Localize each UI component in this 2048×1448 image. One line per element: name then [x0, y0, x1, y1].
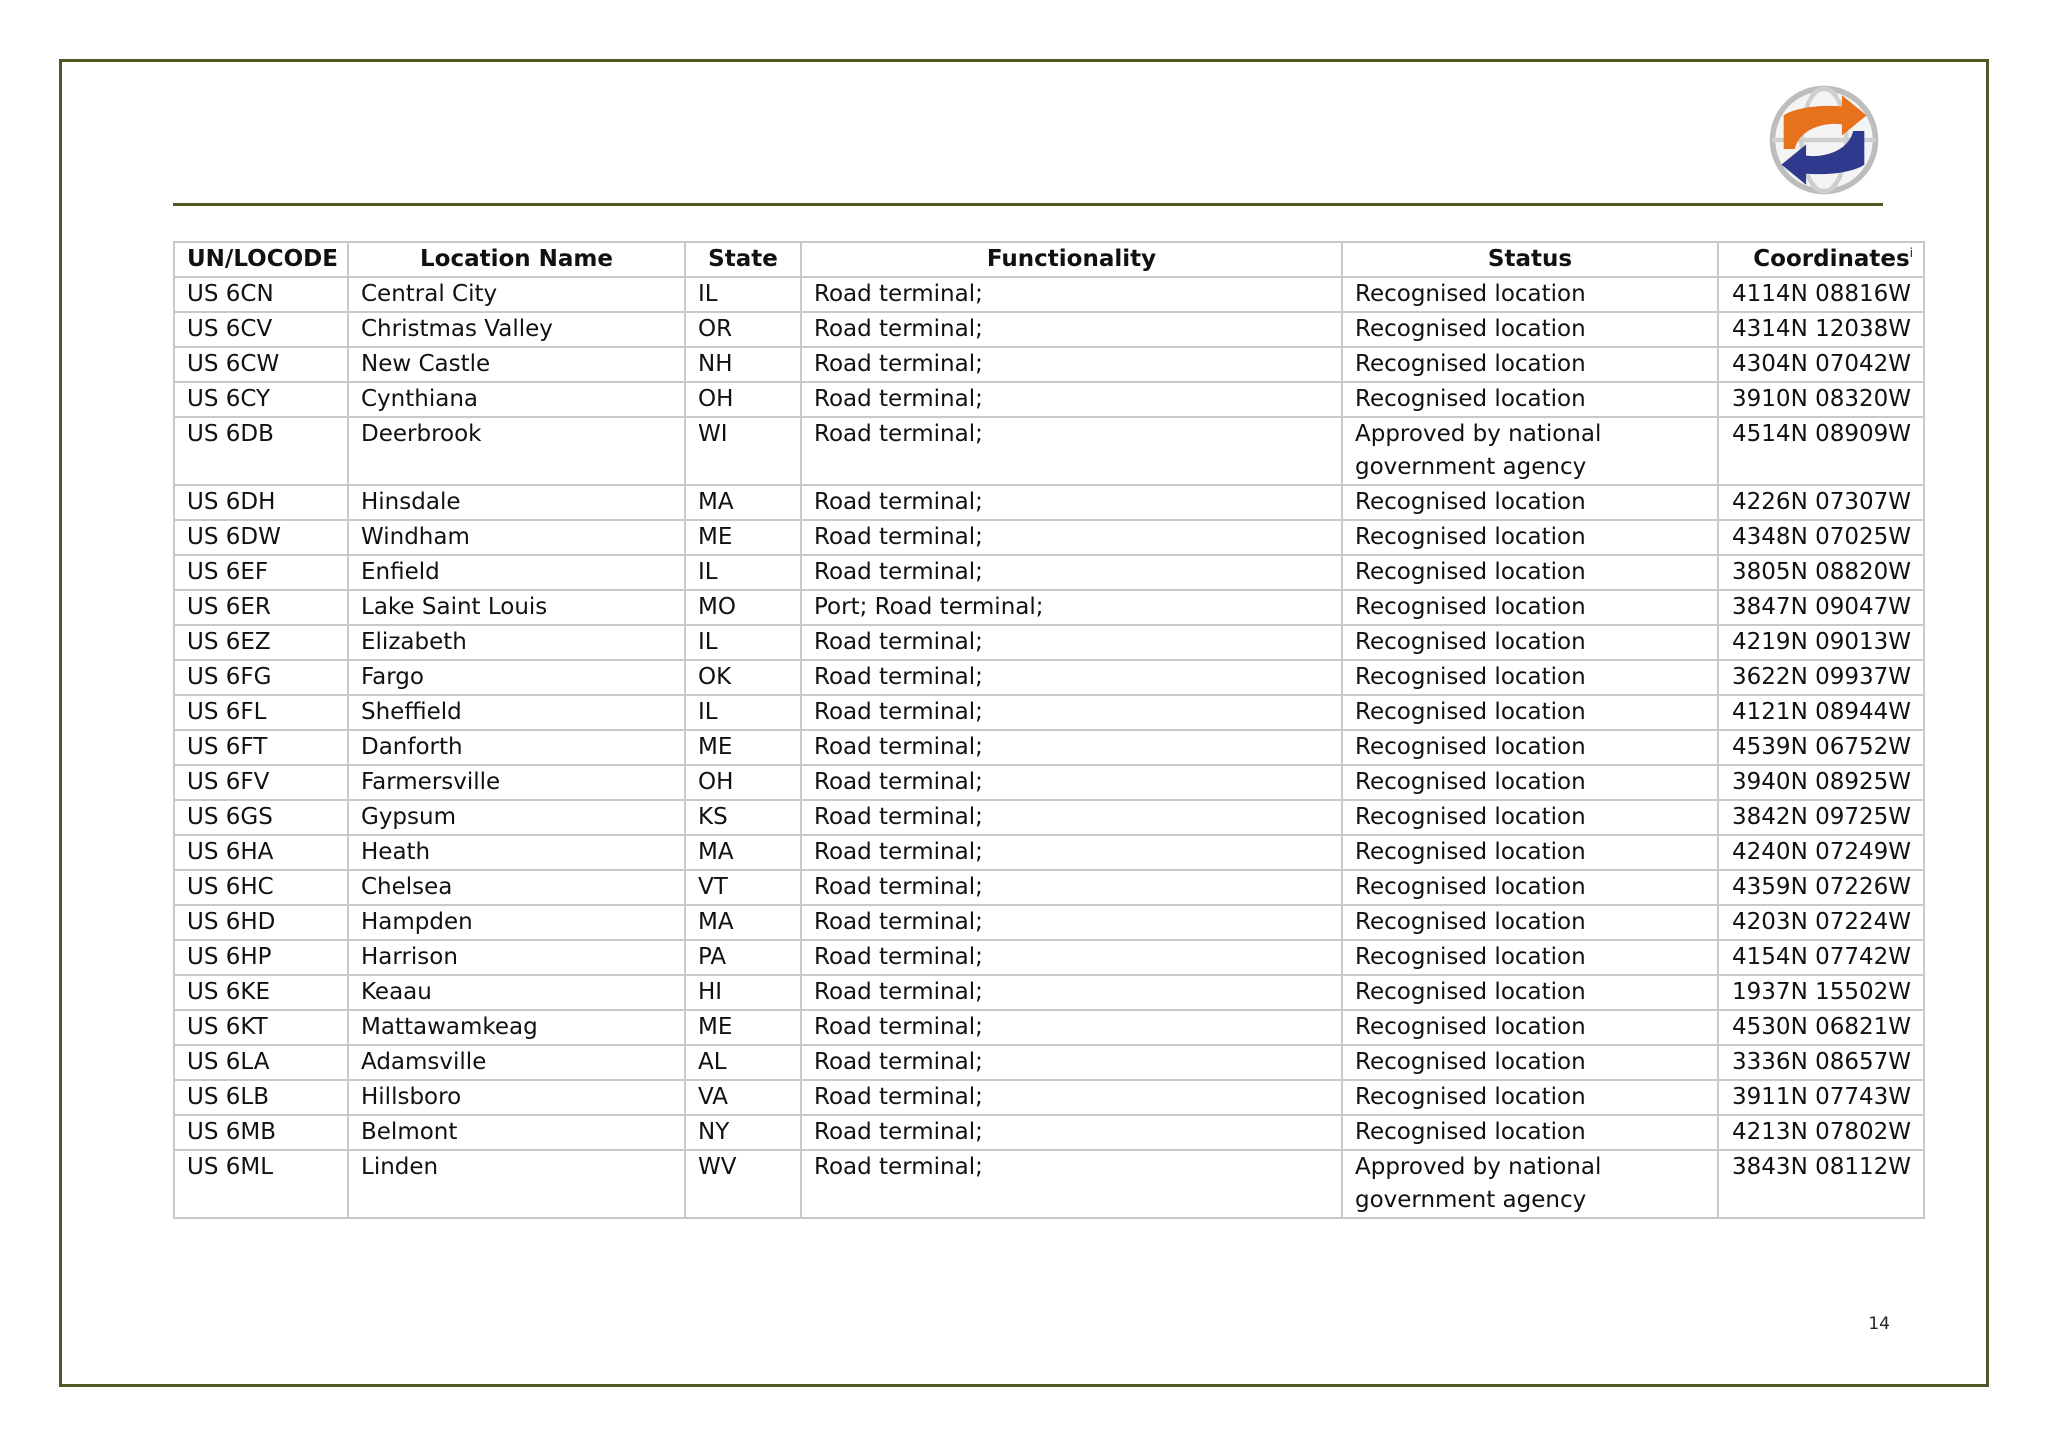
table-row: [174, 905, 1924, 940]
table-row: [174, 1045, 1924, 1080]
cell-state: WI: [685, 417, 801, 485]
table-row: [174, 1150, 1924, 1218]
cell-unlocode: US 6KE: [174, 975, 348, 1010]
cell-functionality: Road terminal;: [801, 555, 1342, 590]
cell-coordinates: 4359N 07226W: [1718, 870, 1924, 905]
cell-functionality: Road terminal;: [801, 730, 1342, 765]
cell-unlocode: US 6HA: [174, 835, 348, 870]
cell-unlocode: US 6LA: [174, 1045, 348, 1080]
table-row: [174, 1080, 1924, 1115]
cell-coordinates: 1937N 15502W: [1718, 975, 1924, 1010]
table-row: [174, 417, 1924, 485]
cell-functionality: Road terminal;: [801, 905, 1342, 940]
cell-location-name: Danforth: [348, 730, 685, 765]
cell-unlocode: US 6MB: [174, 1115, 348, 1150]
table-row: [174, 835, 1924, 870]
cell-status: Recognised location: [1342, 1045, 1718, 1080]
cell-state: PA: [685, 940, 801, 975]
cell-coordinates: 4226N 07307W: [1718, 485, 1924, 520]
column-header-status: Status: [1342, 242, 1718, 277]
cell-coordinates: 3842N 09725W: [1718, 800, 1924, 835]
cell-state: MA: [685, 485, 801, 520]
cell-status: Recognised location: [1342, 975, 1718, 1010]
cell-unlocode: US 6GS: [174, 800, 348, 835]
cell-coordinates: 3805N 08820W: [1718, 555, 1924, 590]
cell-status: Recognised location: [1342, 625, 1718, 660]
cell-coordinates: 3910N 08320W: [1718, 382, 1924, 417]
header-rule: [173, 203, 1883, 206]
cell-status: Recognised location: [1342, 1115, 1718, 1150]
cell-state: IL: [685, 555, 801, 590]
cell-status: Recognised location: [1342, 312, 1718, 347]
cell-state: IL: [685, 695, 801, 730]
cell-location-name: Deerbrook: [348, 417, 685, 485]
table-row: [174, 1115, 1924, 1150]
table-header-row: [174, 242, 1924, 277]
cell-status: Recognised location: [1342, 940, 1718, 975]
table-row: [174, 312, 1924, 347]
cell-coordinates: 4203N 07224W: [1718, 905, 1924, 940]
table-row: [174, 382, 1924, 417]
cell-location-name: Enfield: [348, 555, 685, 590]
column-header-unlocode: UN/LOCODE: [174, 242, 348, 277]
cell-status: Recognised location: [1342, 695, 1718, 730]
cell-coordinates: 4530N 06821W: [1718, 1010, 1924, 1045]
cell-coordinates: 4514N 08909W: [1718, 417, 1924, 485]
cell-coordinates: 4348N 07025W: [1718, 520, 1924, 555]
cell-functionality: Road terminal;: [801, 660, 1342, 695]
cell-location-name: Lake Saint Louis: [348, 590, 685, 625]
cell-state: OH: [685, 382, 801, 417]
cell-status: Recognised location: [1342, 382, 1718, 417]
column-header-coordinates-label: Coordinates: [1753, 246, 1910, 272]
cell-unlocode: US 6CY: [174, 382, 348, 417]
cell-state: ME: [685, 520, 801, 555]
cell-unlocode: US 6DH: [174, 485, 348, 520]
cell-location-name: Hinsdale: [348, 485, 685, 520]
cell-unlocode: US 6ER: [174, 590, 348, 625]
cell-functionality: Road terminal;: [801, 625, 1342, 660]
cell-state: ME: [685, 1010, 801, 1045]
cell-coordinates: 4114N 08816W: [1718, 277, 1924, 312]
cell-unlocode: US 6FV: [174, 765, 348, 800]
cell-coordinates: 4154N 07742W: [1718, 940, 1924, 975]
cell-state: VA: [685, 1080, 801, 1115]
table-row: [174, 975, 1924, 1010]
globe-arrows-logo-icon: [1768, 84, 1880, 196]
cell-state: IL: [685, 625, 801, 660]
cell-state: ME: [685, 730, 801, 765]
cell-state: NY: [685, 1115, 801, 1150]
cell-status: Recognised location: [1342, 800, 1718, 835]
cell-state: KS: [685, 800, 801, 835]
cell-functionality: Road terminal;: [801, 870, 1342, 905]
cell-unlocode: US 6FT: [174, 730, 348, 765]
page-number: 14: [1868, 1314, 1890, 1334]
cell-functionality: Road terminal;: [801, 975, 1342, 1010]
cell-unlocode: US 6DB: [174, 417, 348, 485]
cell-functionality: Road terminal;: [801, 800, 1342, 835]
cell-status: Approved by national government agency: [1342, 417, 1718, 485]
cell-location-name: Windham: [348, 520, 685, 555]
cell-state: HI: [685, 975, 801, 1010]
cell-status: Approved by national government agency: [1342, 1150, 1718, 1218]
table-row: [174, 765, 1924, 800]
cell-coordinates: 3911N 07743W: [1718, 1080, 1924, 1115]
cell-state: OR: [685, 312, 801, 347]
cell-coordinates: 3847N 09047W: [1718, 590, 1924, 625]
cell-unlocode: US 6KT: [174, 1010, 348, 1045]
cell-location-name: Sheffield: [348, 695, 685, 730]
cell-state: IL: [685, 277, 801, 312]
cell-status: Recognised location: [1342, 660, 1718, 695]
cell-unlocode: US 6ML: [174, 1150, 348, 1218]
cell-functionality: Road terminal;: [801, 417, 1342, 485]
table-row: [174, 695, 1924, 730]
cell-location-name: Keaau: [348, 975, 685, 1010]
locode-table: [173, 241, 1925, 1219]
cell-status: Recognised location: [1342, 835, 1718, 870]
cell-status: Recognised location: [1342, 347, 1718, 382]
cell-functionality: Road terminal;: [801, 835, 1342, 870]
cell-coordinates: 4539N 06752W: [1718, 730, 1924, 765]
table-row: [174, 870, 1924, 905]
cell-status: Recognised location: [1342, 1010, 1718, 1045]
cell-coordinates: 4314N 12038W: [1718, 312, 1924, 347]
cell-status: Recognised location: [1342, 590, 1718, 625]
cell-unlocode: US 6HP: [174, 940, 348, 975]
cell-state: AL: [685, 1045, 801, 1080]
cell-functionality: Road terminal;: [801, 1045, 1342, 1080]
cell-location-name: Harrison: [348, 940, 685, 975]
cell-location-name: Heath: [348, 835, 685, 870]
cell-unlocode: US 6LB: [174, 1080, 348, 1115]
cell-unlocode: US 6CN: [174, 277, 348, 312]
cell-functionality: Road terminal;: [801, 277, 1342, 312]
cell-coordinates: 4304N 07042W: [1718, 347, 1924, 382]
cell-state: MA: [685, 835, 801, 870]
cell-status: Recognised location: [1342, 555, 1718, 590]
cell-coordinates: 4121N 08944W: [1718, 695, 1924, 730]
cell-functionality: Road terminal;: [801, 765, 1342, 800]
cell-functionality: Road terminal;: [801, 1115, 1342, 1150]
cell-location-name: Mattawamkeag: [348, 1010, 685, 1045]
table-row: [174, 277, 1924, 312]
cell-unlocode: US 6FG: [174, 660, 348, 695]
cell-functionality: Road terminal;: [801, 1080, 1342, 1115]
cell-location-name: Cynthiana: [348, 382, 685, 417]
cell-state: OK: [685, 660, 801, 695]
cell-coordinates: 4219N 09013W: [1718, 625, 1924, 660]
cell-location-name: Christmas Valley: [348, 312, 685, 347]
column-header-coordinates: [1718, 242, 1924, 277]
table-row: [174, 555, 1924, 590]
cell-location-name: Elizabeth: [348, 625, 685, 660]
cell-status: Recognised location: [1342, 870, 1718, 905]
cell-functionality: Road terminal;: [801, 312, 1342, 347]
cell-location-name: Fargo: [348, 660, 685, 695]
table-row: [174, 347, 1924, 382]
cell-location-name: Gypsum: [348, 800, 685, 835]
cell-state: OH: [685, 765, 801, 800]
cell-functionality: Road terminal;: [801, 1150, 1342, 1218]
cell-coordinates: 4213N 07802W: [1718, 1115, 1924, 1150]
table-row: [174, 940, 1924, 975]
cell-coordinates: 3622N 09937W: [1718, 660, 1924, 695]
table-row: [174, 800, 1924, 835]
cell-state: WV: [685, 1150, 801, 1218]
cell-functionality: Road terminal;: [801, 485, 1342, 520]
cell-unlocode: US 6HD: [174, 905, 348, 940]
table-row: [174, 520, 1924, 555]
cell-location-name: Hillsboro: [348, 1080, 685, 1115]
footnote-mark: i: [1909, 246, 1913, 260]
cell-location-name: Chelsea: [348, 870, 685, 905]
cell-status: Recognised location: [1342, 520, 1718, 555]
cell-unlocode: US 6CW: [174, 347, 348, 382]
cell-status: Recognised location: [1342, 1080, 1718, 1115]
cell-state: MO: [685, 590, 801, 625]
table-row: [174, 590, 1924, 625]
cell-unlocode: US 6EZ: [174, 625, 348, 660]
cell-functionality: Road terminal;: [801, 347, 1342, 382]
table-row: [174, 625, 1924, 660]
table-row: [174, 660, 1924, 695]
cell-location-name: Farmersville: [348, 765, 685, 800]
cell-status: Recognised location: [1342, 905, 1718, 940]
table-row: [174, 1010, 1924, 1045]
cell-location-name: Hampden: [348, 905, 685, 940]
cell-functionality: Road terminal;: [801, 382, 1342, 417]
cell-functionality: Road terminal;: [801, 520, 1342, 555]
cell-coordinates: 3843N 08112W: [1718, 1150, 1924, 1218]
cell-functionality: Road terminal;: [801, 695, 1342, 730]
cell-functionality: Road terminal;: [801, 1010, 1342, 1045]
cell-unlocode: US 6EF: [174, 555, 348, 590]
cell-state: MA: [685, 905, 801, 940]
cell-location-name: Central City: [348, 277, 685, 312]
cell-functionality: Port; Road terminal;: [801, 590, 1342, 625]
table-row: [174, 485, 1924, 520]
cell-status: Recognised location: [1342, 765, 1718, 800]
cell-functionality: Road terminal;: [801, 940, 1342, 975]
table-body: [174, 277, 1924, 1218]
column-header-location-name: Location Name: [348, 242, 685, 277]
cell-location-name: Adamsville: [348, 1045, 685, 1080]
table-row: [174, 730, 1924, 765]
cell-status: Recognised location: [1342, 277, 1718, 312]
cell-state: NH: [685, 347, 801, 382]
cell-location-name: Linden: [348, 1150, 685, 1218]
cell-unlocode: US 6DW: [174, 520, 348, 555]
cell-status: Recognised location: [1342, 730, 1718, 765]
cell-coordinates: 3940N 08925W: [1718, 765, 1924, 800]
cell-unlocode: US 6FL: [174, 695, 348, 730]
cell-coordinates: 4240N 07249W: [1718, 835, 1924, 870]
column-header-state: State: [685, 242, 801, 277]
cell-location-name: Belmont: [348, 1115, 685, 1150]
cell-location-name: New Castle: [348, 347, 685, 382]
cell-unlocode: US 6HC: [174, 870, 348, 905]
cell-state: VT: [685, 870, 801, 905]
column-header-functionality: Functionality: [801, 242, 1342, 277]
cell-coordinates: 3336N 08657W: [1718, 1045, 1924, 1080]
cell-unlocode: US 6CV: [174, 312, 348, 347]
cell-status: Recognised location: [1342, 485, 1718, 520]
